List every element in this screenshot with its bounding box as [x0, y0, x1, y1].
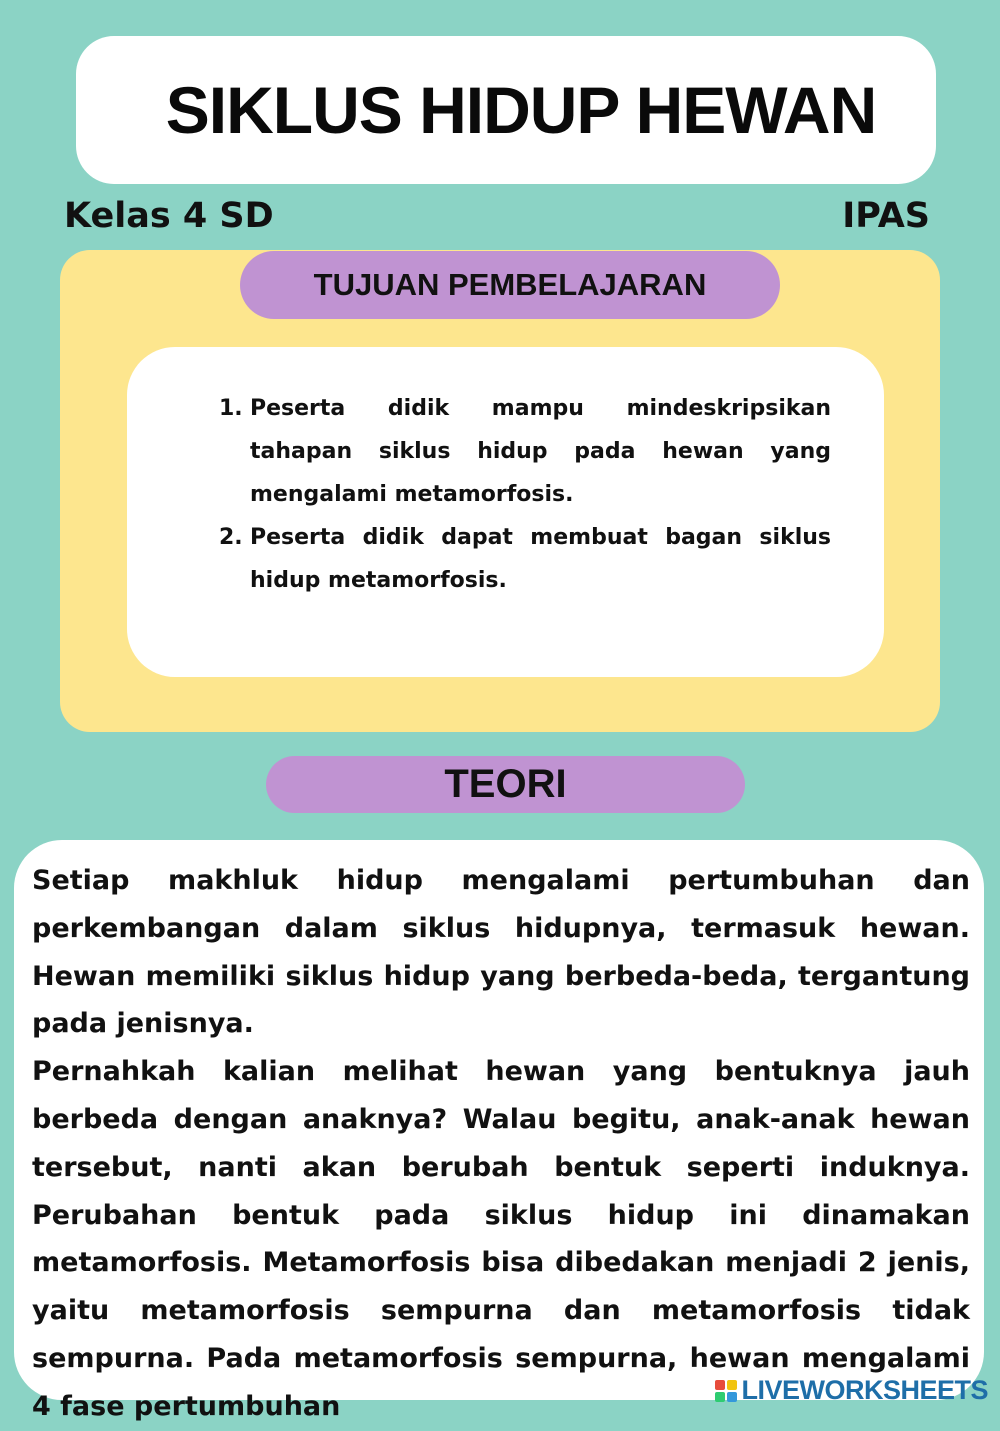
grade-label: Kelas 4 SD	[64, 196, 274, 236]
watermark-text: LIVEWORKSHEETS	[741, 1375, 988, 1405]
objective-item	[219, 387, 831, 516]
theory-paragraph: Setiap makhluk hidup mengalami pertumbuhan dan perkembangan dalam siklus hidupnya, termasuk hewan. Hewan memiliki siklus hidup yang berbeda-beda, tergantung pada jenisnya.	[32, 865, 970, 1040]
theory-paragraph: Pernahkah kalian melihat hewan yang bentuknya jauh berbeda dengan anaknya? Walau begitu, anak-anak hewan tersebut, nanti akan berubah bentuk seperti induknya. Perubahan bentuk pada siklus hidup ini dinamakan metamorfosis. Metamorfosis bisa dibedakan menjadi 2 jenis, yaitu metamorfosis sempurna dan metamorfosis tidak sempurna. Pada metamorfosis sempurna, hewan mengalami 4 fase pertumbuhan	[32, 1056, 970, 1422]
objective-text: Peserta didik dapat membuat bagan siklus hidup metamorfosis.	[250, 525, 831, 593]
watermark	[715, 1375, 988, 1406]
objective-number: 2.	[219, 525, 243, 550]
objective-text: Peserta didik mampu mindeskripsikan tahapan siklus hidup pada hewan yang mengalami metamorfosis.	[250, 396, 831, 507]
theory-body	[32, 857, 970, 1431]
objectives-heading: TUJUAN PEMBELAJARAN	[240, 251, 780, 319]
subject-label: IPAS	[842, 196, 930, 236]
objective-number: 1.	[219, 396, 243, 421]
objective-item	[219, 516, 831, 602]
theory-heading: TEORI	[266, 756, 745, 813]
page-title: SIKLUS HIDUP HEWAN	[165, 73, 877, 147]
title-card	[76, 36, 936, 184]
objectives-list	[219, 387, 831, 602]
liveworksheets-logo-icon	[715, 1380, 737, 1402]
objectives-card	[127, 347, 884, 677]
theory-card	[14, 840, 984, 1422]
